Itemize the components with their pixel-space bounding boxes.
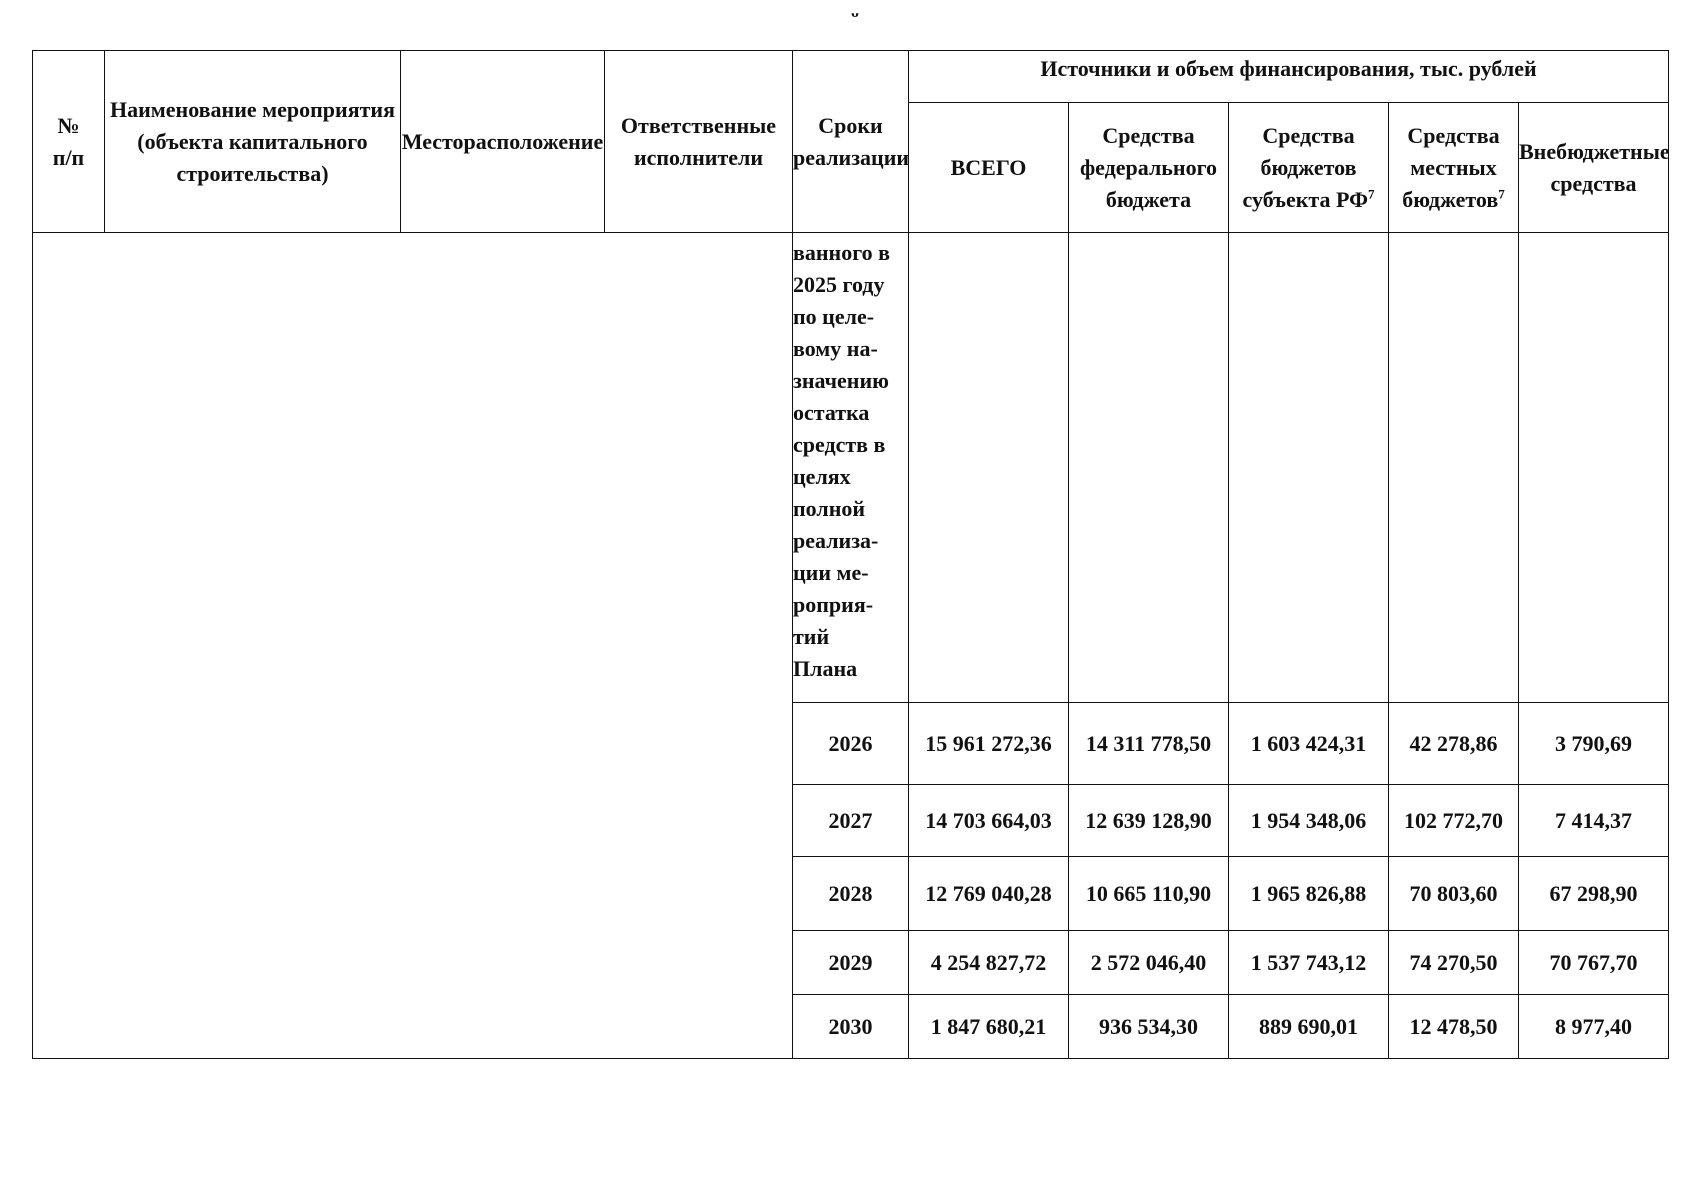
federal-cell: 10 665 110,90 xyxy=(1069,857,1229,931)
header-federal-text: Средства федерального бюджета xyxy=(1079,122,1218,212)
extra-cell: 8 977,40 xyxy=(1519,995,1669,1059)
header-total xyxy=(909,103,1069,233)
subject-cell: 1 537 743,12 xyxy=(1229,931,1389,995)
header-num xyxy=(33,51,105,233)
extra-cell: 67 298,90 xyxy=(1519,857,1669,931)
header-num-text: № п/п xyxy=(52,112,85,170)
federal-cell: 2 572 046,40 xyxy=(1069,931,1229,995)
header-extra-text: Внебюджетные средства xyxy=(1519,138,1670,196)
header-local xyxy=(1389,103,1519,233)
total-cell: 1 847 680,21 xyxy=(909,995,1069,1059)
local-cell: 102 772,70 xyxy=(1389,785,1519,857)
empty-cell xyxy=(1229,233,1389,703)
header-name-text: Наименование мероприятия (объекта капитального строительства) xyxy=(109,96,396,186)
federal-cell: 14 311 778,50 xyxy=(1069,703,1229,785)
total-cell: 15 961 272,36 xyxy=(909,703,1069,785)
local-cell: 42 278,86 xyxy=(1389,703,1519,785)
financing-table xyxy=(32,50,1669,1059)
subject-cell: 1 954 348,06 xyxy=(1229,785,1389,857)
empty-cell xyxy=(1389,233,1519,703)
header-executors-text: Ответственные исполнители xyxy=(620,112,777,170)
header-federal xyxy=(1069,103,1229,233)
year-cell: 2027 xyxy=(793,785,909,857)
header-location xyxy=(401,51,605,233)
term-continuation-text: ванного в 2025 году по целе- вому на- значению остатка средств в целях полной реализа- ции ме- роприя- тий Плана xyxy=(793,240,891,681)
header-extra xyxy=(1519,103,1669,233)
header-local-footnote: 7 xyxy=(1498,186,1505,202)
total-cell: 4 254 827,72 xyxy=(909,931,1069,995)
header-local-text: Средства местных бюджетов xyxy=(1402,122,1500,212)
header-subject-text: Средства бюджетов субъекта РФ xyxy=(1242,122,1368,212)
total-cell: 12 769 040,28 xyxy=(909,857,1069,931)
term-continuation-cell xyxy=(793,233,909,703)
federal-cell: 936 534,30 xyxy=(1069,995,1229,1059)
header-executors xyxy=(605,51,793,233)
header-total-text: ВСЕГО xyxy=(950,154,1027,180)
local-cell: 74 270,50 xyxy=(1389,931,1519,995)
local-cell: 12 478,50 xyxy=(1389,995,1519,1059)
year-cell: 2029 xyxy=(793,931,909,995)
local-cell: 70 803,60 xyxy=(1389,857,1519,931)
header-location-text: Месторасположение xyxy=(401,128,604,154)
year-cell: 2030 xyxy=(793,995,909,1059)
extra-cell: 3 790,69 xyxy=(1519,703,1669,785)
empty-cell xyxy=(1519,233,1669,703)
subject-cell: 1 965 826,88 xyxy=(1229,857,1389,931)
header-sources-group xyxy=(909,51,1669,103)
header-terms xyxy=(793,51,909,233)
federal-cell: 12 639 128,90 xyxy=(1069,785,1229,857)
subject-cell: 889 690,01 xyxy=(1229,995,1389,1059)
extra-cell: 7 414,37 xyxy=(1519,785,1669,857)
extra-cell: 70 767,70 xyxy=(1519,931,1669,995)
total-cell: 14 703 664,03 xyxy=(909,785,1069,857)
empty-cell xyxy=(909,233,1069,703)
header-name xyxy=(105,51,401,233)
header-subject-footnote: 7 xyxy=(1367,186,1375,202)
header-subject xyxy=(1229,103,1389,233)
header-terms-text: Сроки реализации xyxy=(793,112,910,170)
empty-cell xyxy=(1069,233,1229,703)
year-cell: 2026 xyxy=(793,703,909,785)
header-sources-group-text: Источники и объем финансирования, тыс. рублей xyxy=(1040,56,1537,81)
subject-cell: 1 603 424,31 xyxy=(1229,703,1389,785)
year-cell: 2028 xyxy=(793,857,909,931)
page-number-mark: ᴗ xyxy=(851,4,859,21)
merged-blank-cell xyxy=(33,233,793,1059)
